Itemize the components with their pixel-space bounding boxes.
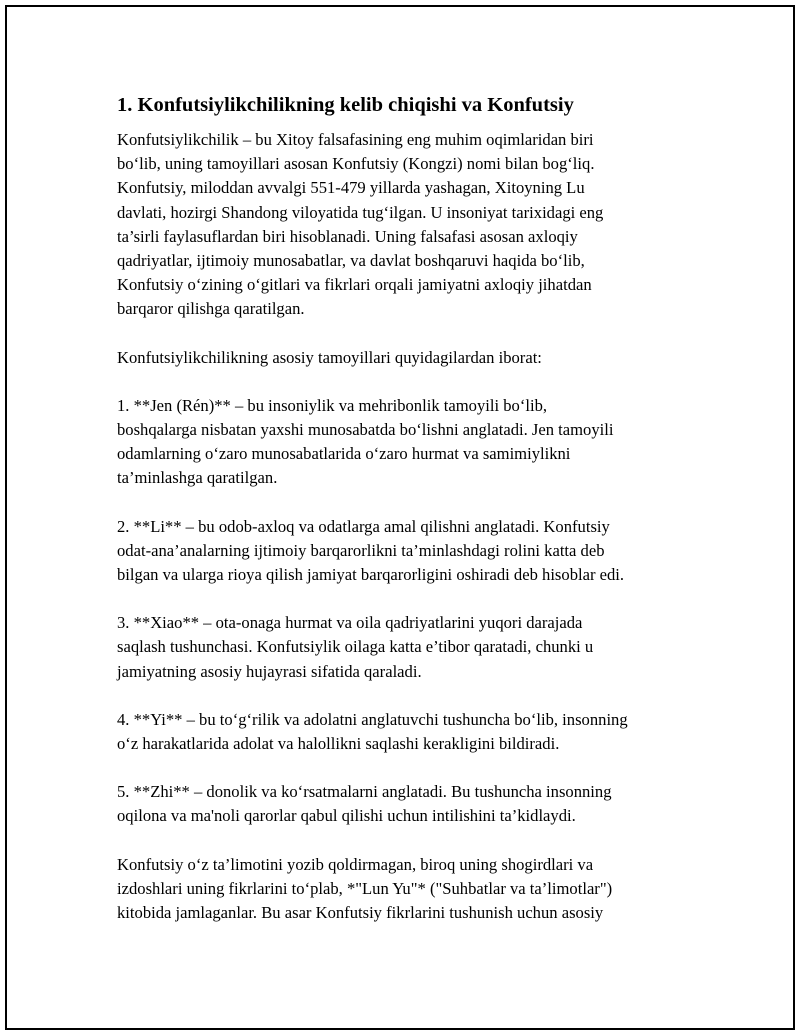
text-line: 1. **Jen (Rén)** – bu insoniylik va mehribonlik tamoyili bo‘lib,: [117, 395, 548, 415]
text-line: izdoshlari uning fikrlarini to‘plab, *"Lun Yu"* ("Suhbatlar va ta’limotlar"): [117, 878, 613, 898]
text-line: barqaror qilishga qaratilgan.: [117, 299, 305, 319]
text-line: saqlash tushunchasi. Konfutsiylik oilaga katta e’tibor qaratadi, chunki u: [117, 637, 594, 657]
text-line: bo‘lib, uning tamoyillari asosan Konfutsiy (Kongzi) nomi bilan bog‘liq.: [117, 154, 595, 174]
principle-jen-paragraph: [117, 394, 697, 491]
principle-li-paragraph: [117, 515, 697, 588]
principle-zhi-paragraph: [117, 780, 697, 828]
text-line: odamlarning o‘zaro munosabatlarida o‘zaro hurmat va samimiylikni: [117, 444, 571, 464]
text-line: ta’minlashga qaratilgan.: [117, 468, 278, 488]
text-line: qadriyatlar, ijtimoiy munosabatlar, va davlat boshqaruvi haqida bo‘lib,: [117, 251, 585, 271]
document-body: [117, 90, 697, 949]
intro-paragraph: [117, 128, 697, 322]
text-line: boshqalarga nisbatan yaxshi munosabatda bo‘lishni anglatadi. Jen tamoyili: [117, 420, 614, 440]
text-line: davlati, hozirgi Shandong viloyatida tug‘ilgan. U insoniyat tarixidagi eng: [117, 202, 604, 222]
text-line: 2. **Li** – bu odob-axloq va odatlarga amal qilishni anglatadi. Konfutsiy: [117, 516, 610, 536]
principle-yi-paragraph: [117, 708, 697, 756]
section-heading: 1. Konfutsiylikchilikning kelib chiqishi va Konfutsiy: [117, 94, 574, 116]
text-line: bilgan va ularga rioya qilish jamiyat barqarorligini oshiradi deb hisoblar edi.: [117, 565, 625, 585]
text-line: 3. **Xiao** – ota-onaga hurmat va oila qadriyatlarini yuqori darajada: [117, 613, 583, 633]
text-line: odat-ana’analarning ijtimoiy barqarorlikni ta’minlashdagi rolini katta deb: [117, 540, 605, 560]
text-line: jamiyatning asosiy hujayrasi sifatida qaraladi.: [117, 661, 422, 681]
text-line: 4. **Yi** – bu to‘g‘rilik va adolatni anglatuvchi tushuncha bo‘lib, insonning: [117, 709, 628, 729]
text-line: Konfutsiy o‘zining o‘gitlari va fikrlari orqali jamiyatni axloqiy jihatdan: [117, 275, 592, 295]
lun-yu-paragraph: [117, 853, 697, 926]
text-line: o‘z harakatlarida adolat va halollikni saqlashi kerakligini bildiradi.: [117, 734, 560, 754]
text-line: Konfutsiy, miloddan avvalgi 551-479 yillarda yashagan, Xitoyning Lu: [117, 178, 585, 198]
text-line: Konfutsiylikchilikning asosiy tamoyillari quyidagilardan iborat:: [117, 347, 542, 367]
text-line: Konfutsiy o‘z ta’limotini yozib qoldirmagan, biroq uning shogirdlari va: [117, 854, 594, 874]
text-line: Konfutsiylikchilik – bu Xitoy falsafasining eng muhim oqimlaridan biri: [117, 130, 594, 149]
text-line: ta’sirli faylasuflardan biri hisoblanadi. Uning falsafasi asosan axloqiy: [117, 226, 578, 246]
principle-xiao-paragraph: [117, 611, 697, 684]
text-line: kitobida jamlaganlar. Bu asar Konfutsiy fikrlarini tushunish uchun asosiy: [117, 903, 604, 923]
principles-intro-paragraph: [117, 346, 697, 370]
text-line: 5. **Zhi** – donolik va ko‘rsatmalarni anglatadi. Bu tushuncha insonning: [117, 782, 612, 802]
text-line: oqilona va ma'noli qarorlar qabul qilishi uchun intilishini ta’kidlaydi.: [117, 806, 576, 826]
